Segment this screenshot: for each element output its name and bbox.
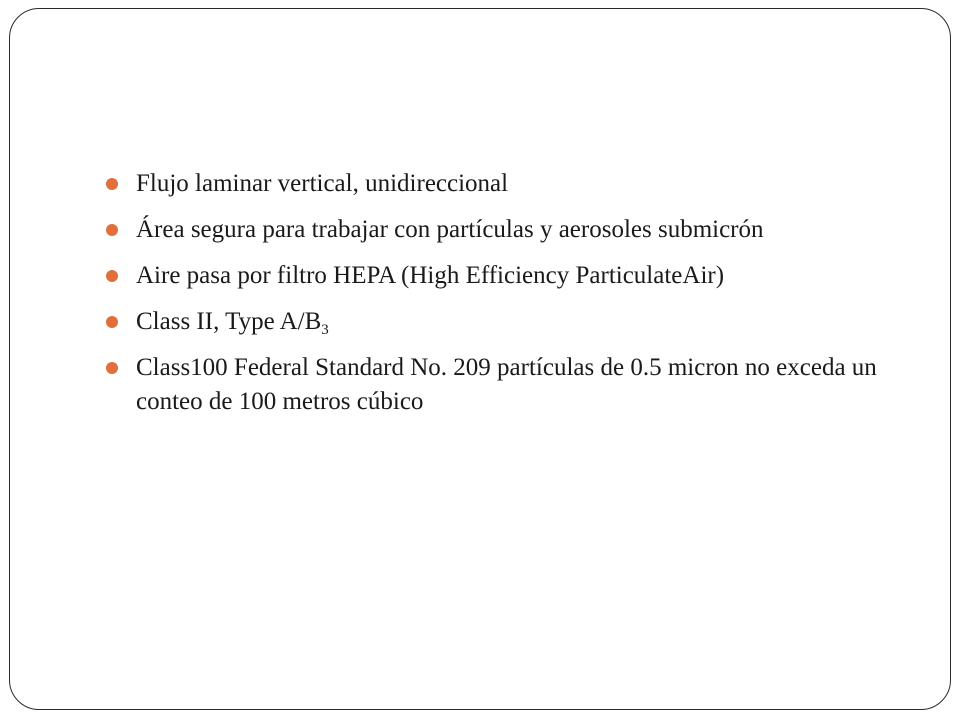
bullet-text: Área segura para trabajar con partículas y aerosoles submicrón xyxy=(136,216,764,243)
slide-frame xyxy=(9,8,951,710)
bullet-dot-icon xyxy=(106,178,118,190)
bullet-dot-icon xyxy=(106,316,118,328)
bullet-text: Class100 Federal Standard No. 209 partículas de 0.5 micron no exceda un conteo de 100 metros cúbico xyxy=(136,354,877,415)
bullet-dot-icon xyxy=(106,270,118,282)
bullet-text: Aire pasa por filtro HEPA (High Efficiency ParticulateAir) xyxy=(136,262,725,289)
bullet-dot-icon xyxy=(106,362,118,374)
bullet-main-text: Class II, Type A/B xyxy=(136,308,322,335)
list-item xyxy=(106,351,906,419)
bullet-dot-icon xyxy=(106,224,118,236)
bullet-text: Flujo laminar vertical, unidireccional xyxy=(136,170,509,197)
list-item xyxy=(106,213,906,247)
list-item xyxy=(106,305,906,339)
bullet-list xyxy=(106,167,906,431)
list-item xyxy=(106,259,906,293)
bullet-text xyxy=(136,308,329,338)
list-item xyxy=(106,167,906,201)
slide-content xyxy=(10,9,950,709)
bullet-subscript: 3 xyxy=(321,322,329,338)
